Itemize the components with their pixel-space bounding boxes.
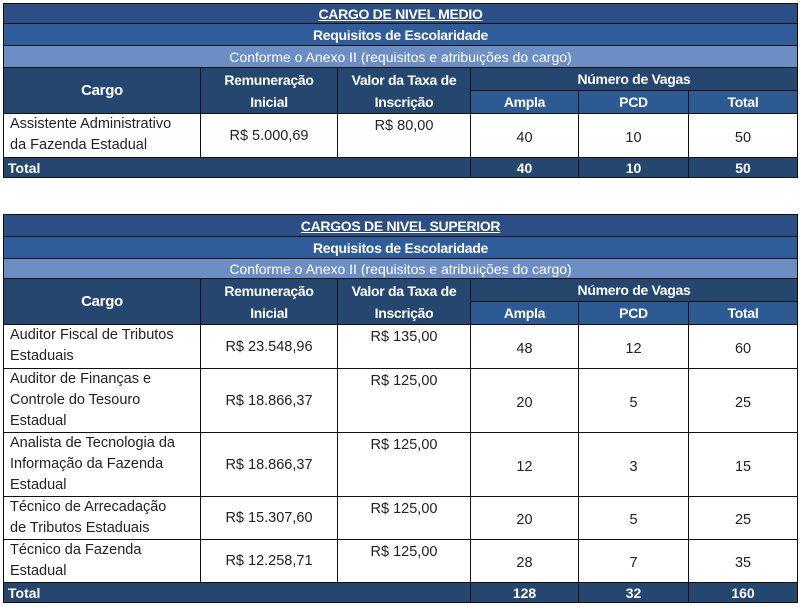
cell-remuneracao: R$ 12.258,71	[201, 540, 338, 583]
cell-total: 60	[689, 325, 798, 369]
table-title: CARGOS DE NIVEL SUPERIOR	[4, 215, 798, 237]
cargo-line: Analista de Tecnologia da	[10, 435, 175, 451]
header-remuneracao-line1: Remuneração	[224, 71, 314, 88]
cargo-line: Informação da Fazenda	[10, 456, 164, 472]
nivel-superior-table	[3, 214, 798, 603]
cell-pcd: 3	[579, 433, 689, 497]
header-taxa-line1: Valor da Taxa de	[351, 71, 457, 88]
header-ampla: Ampla	[471, 91, 579, 114]
header-taxa-line2: Inscrição	[374, 304, 434, 321]
header-remuneracao-line1: Remuneração	[224, 282, 314, 299]
cell-remuneracao: R$ 18.866,37	[201, 369, 338, 433]
totals-row	[4, 158, 798, 178]
cell-total: 25	[689, 497, 798, 540]
totals-total: 160	[689, 583, 798, 603]
table-row	[4, 497, 798, 540]
cell-ampla: 20	[471, 369, 579, 433]
cell-taxa: R$ 125,00	[338, 540, 471, 583]
cell-pcd: 10	[579, 114, 689, 158]
cargo-line: Auditor Fiscal de Tributos	[10, 327, 174, 343]
table-row	[4, 325, 798, 369]
cell-total: 50	[689, 114, 798, 158]
cargo-line: de Tributos Estaduais	[10, 520, 150, 536]
cell-cargo	[4, 114, 201, 158]
cell-cargo	[4, 325, 201, 369]
cell-total: 35	[689, 540, 798, 583]
cell-ampla: 12	[471, 433, 579, 497]
cell-cargo	[4, 369, 201, 433]
cargo-line: Estadual	[10, 477, 67, 493]
cell-pcd: 7	[579, 540, 689, 583]
cell-total: 25	[689, 369, 798, 433]
cargo-line: Estaduais	[10, 348, 74, 364]
cell-taxa: R$ 80,00	[338, 114, 471, 158]
totals-pcd: 10	[579, 158, 689, 178]
header-cargo: Cargo	[4, 279, 201, 325]
header-remuneracao-line2: Inicial	[250, 304, 288, 321]
table-row	[4, 369, 798, 433]
header-ampla: Ampla	[471, 302, 579, 325]
header-vagas: Número de Vagas	[471, 68, 798, 91]
header-pcd: PCD	[579, 91, 689, 114]
header-cargo: Cargo	[4, 68, 201, 114]
nivel-medio-table	[3, 3, 798, 178]
cargo-line: Estadual	[10, 413, 67, 429]
cargo-line: Assistente Administrativo	[10, 116, 172, 132]
header-pcd: PCD	[579, 302, 689, 325]
cell-pcd: 5	[579, 369, 689, 433]
cargo-line: Controle do Tesouro	[10, 392, 141, 408]
cell-cargo	[4, 497, 201, 540]
header-remuneracao	[201, 68, 338, 114]
cell-cargo	[4, 540, 201, 583]
table-row	[4, 433, 798, 497]
table-note: Conforme o Anexo II (requisitos e atribuições do cargo)	[4, 46, 798, 68]
table-subtitle: Requisitos de Escolaridade	[4, 24, 798, 46]
cargo-line: Auditor de Finanças e	[10, 371, 152, 387]
cell-remuneracao: R$ 18.866,37	[201, 433, 338, 497]
header-taxa-line2: Inscrição	[374, 93, 434, 110]
cell-taxa: R$ 135,00	[338, 325, 471, 369]
totals-total: 50	[689, 158, 798, 178]
cell-ampla: 28	[471, 540, 579, 583]
cargo-line: Estadual	[10, 563, 67, 579]
cell-cargo	[4, 433, 201, 497]
table-row	[4, 540, 798, 583]
cell-taxa: R$ 125,00	[338, 433, 471, 497]
totals-pcd: 32	[579, 583, 689, 603]
cell-pcd: 5	[579, 497, 689, 540]
cell-remuneracao: R$ 15.307,60	[201, 497, 338, 540]
header-vagas: Número de Vagas	[471, 279, 798, 302]
cell-ampla: 48	[471, 325, 579, 369]
totals-label: Total	[4, 158, 471, 178]
cell-remuneracao: R$ 23.548,96	[201, 325, 338, 369]
table-subtitle: Requisitos de Escolaridade	[4, 237, 798, 259]
header-remuneracao-line2: Inicial	[250, 93, 288, 110]
cell-taxa: R$ 125,00	[338, 369, 471, 433]
table-note: Conforme o Anexo II (requisitos e atribuições do cargo)	[4, 259, 798, 279]
cargo-line: da Fazenda Estadual	[10, 137, 148, 153]
totals-row	[4, 583, 798, 603]
cell-ampla: 20	[471, 497, 579, 540]
cell-ampla: 40	[471, 114, 579, 158]
header-taxa	[338, 279, 471, 325]
header-total: Total	[689, 302, 798, 325]
cargo-line: Técnico de Arrecadação	[10, 499, 167, 515]
header-taxa-line1: Valor da Taxa de	[351, 282, 457, 299]
table-title: CARGO DE NIVEL MEDIO	[4, 4, 798, 24]
totals-label: Total	[4, 583, 471, 603]
totals-ampla: 128	[471, 583, 579, 603]
cell-total: 15	[689, 433, 798, 497]
header-remuneracao	[201, 279, 338, 325]
cell-pcd: 12	[579, 325, 689, 369]
totals-ampla: 40	[471, 158, 579, 178]
cell-remuneracao: R$ 5.000,69	[201, 114, 338, 158]
cargo-line: Técnico da Fazenda	[10, 542, 142, 558]
header-total: Total	[689, 91, 798, 114]
header-taxa	[338, 68, 471, 114]
cell-taxa: R$ 125,00	[338, 497, 471, 540]
table-row	[4, 114, 798, 158]
